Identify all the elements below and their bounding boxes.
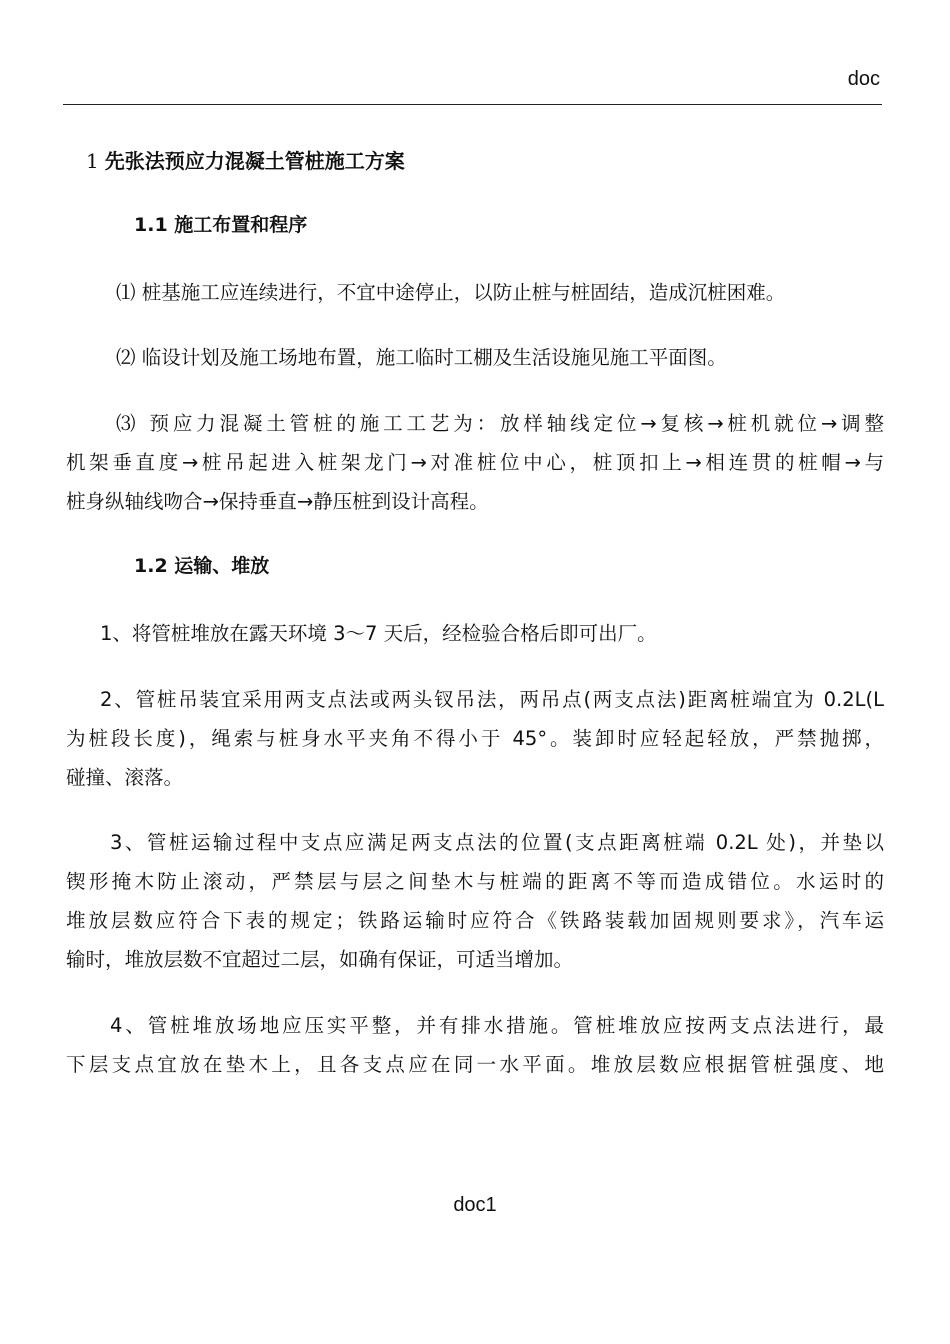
paragraph-line: 为桩段长度)，绳索与桩身水平夹角不得小于 45°。装卸时应轻起轻放，严禁抛掷，: [66, 727, 884, 750]
subsection-heading-1-2: 1.2 运输、堆放: [134, 555, 270, 577]
paragraph-line: 4、管桩堆放场地应压实平整，并有排水措施。管桩堆放应按两支点法进行，最: [110, 1014, 884, 1037]
header-divider: [63, 104, 882, 105]
paragraph-line: 机架垂直度→桩吊起进入桩架龙门→对准桩位中心，桩顶扣上→相连贯的桩帽→与: [66, 451, 884, 474]
subsection-heading-1-1: 1.1 施工布置和程序: [134, 214, 308, 236]
paragraph-line: 2、管桩吊装宜采用两支点法或两头钗吊法，两吊点(两支点法)距离桩端宜为 0.2L(L: [100, 688, 884, 711]
section-number: 1: [86, 149, 99, 173]
paragraph-line: 1、将管桩堆放在露天环境 3～7 天后，经检验合格后即可出厂。: [100, 622, 657, 645]
paragraph-line: 碰撞、滚落。: [66, 766, 184, 789]
paragraph-line: 下层支点宜放在垫木上，且各支点应在同一水平面。堆放层数应根据管桩强度、地: [66, 1053, 884, 1076]
page-header: doc: [847, 68, 880, 90]
paragraph-line: 桩身纵轴线吻合→保持垂直→静压桩到设计高程。: [66, 490, 489, 513]
paragraph-line: 输时，堆放层数不宜超过二层，如确有保证，可适当增加。: [66, 948, 574, 971]
paragraph-transport-1: [66, 614, 884, 653]
paragraph-line: 锲形掩木防止滚动，严禁层与层之间垫木与桩端的距离不等而造成错位。水运时的: [66, 870, 884, 893]
section-title: [66, 140, 884, 182]
paragraph-transport-2: [66, 680, 884, 797]
paragraph-item-2: [66, 338, 884, 377]
paragraph-line: 堆放层数应符合下表的规定；铁路运输时应符合《铁路装载加固规则要求》，汽车运: [66, 909, 884, 932]
paragraph-line: 3、管桩运输过程中支点应满足两支点法的位置(支点距离桩端 0.2L 处)，并垫以: [110, 831, 884, 854]
page-footer: doc1: [453, 1194, 497, 1216]
paragraph-line: ⑵ 临设计划及施工场地布置，施工临时工棚及生活设施见施工平面图。: [116, 346, 727, 369]
paragraph-item-3: [66, 404, 884, 521]
paragraph-line: ⑶ 预应力混凝土管桩的施工工艺为：放样轴线定位→复核→桩机就位→调整: [116, 412, 884, 435]
document-body: [66, 140, 884, 1084]
paragraph-transport-4: [66, 1006, 884, 1084]
section-title-text: 先张法预应力混凝土管桩施工方案: [104, 149, 405, 173]
paragraph-transport-3: [66, 823, 884, 979]
paragraph-line: ⑴ 桩基施工应连续进行，不宜中途停止，以防止桩与桩固结，造成沉桩困难。: [116, 281, 786, 304]
paragraph-item-1: [66, 273, 884, 312]
